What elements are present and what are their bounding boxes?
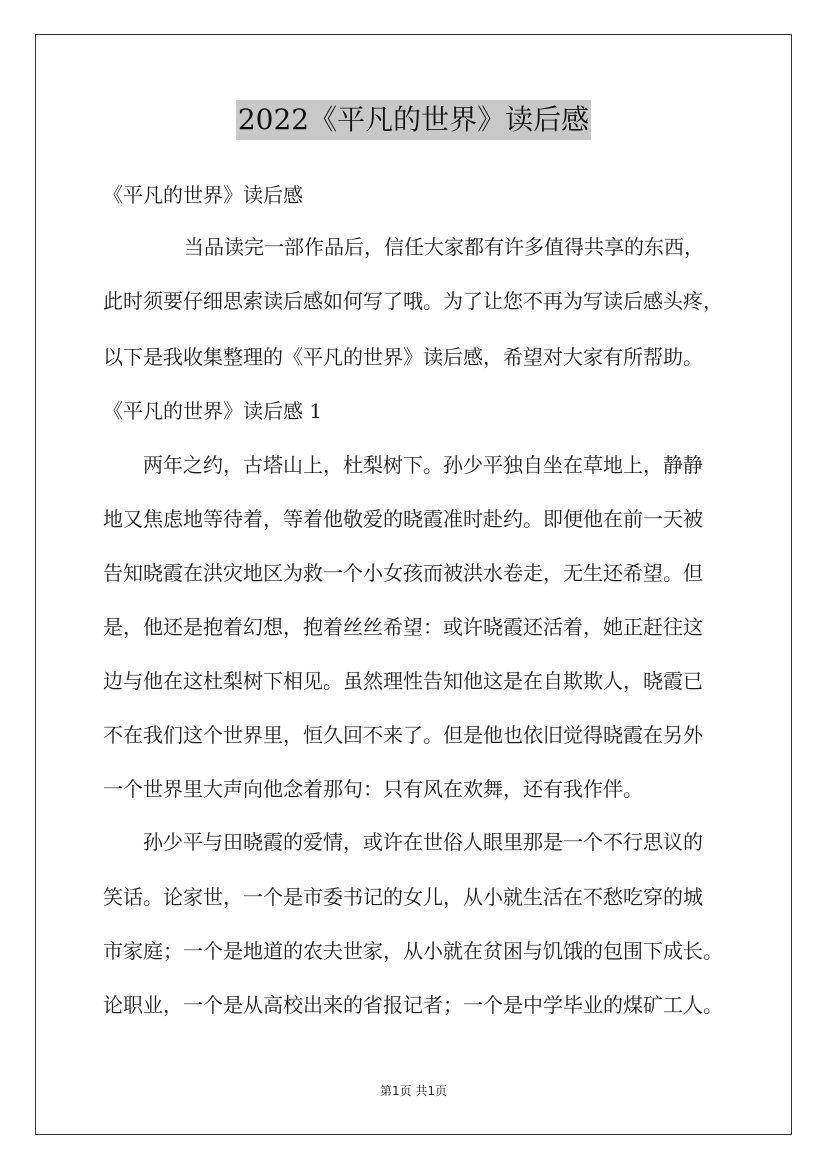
- paragraph-line: 地又焦虑地等待着，等着他敬爱的晓霞准时赴约。即便他在前一天被: [103, 507, 703, 531]
- page-number: 第1页 共1页: [379, 1084, 448, 1098]
- intro-line: 此时须要仔细思索读后感如何写了哦。为了让您不再为写读后感头疼，: [103, 289, 723, 313]
- paragraph-line: 市家庭；一个是地道的农夫世家，从小就在贫困与饥饿的包围下成长。: [103, 939, 723, 963]
- paragraph-line: 论职业，一个是从高校出来的省报记者；一个是中学毕业的煤矿工人。: [103, 993, 723, 1017]
- paragraph-line: 不在我们这个世界里，恒久回不来了。但是他也依旧觉得晓霞在另外: [103, 723, 703, 747]
- paragraph-line: 是，他还是抱着幻想，抱着丝丝希望：或许晓霞还活着，她正赶往这: [103, 615, 703, 639]
- paragraph-line: 两年之约，古塔山上，杜梨树下。孙少平独自坐在草地上，静静: [143, 453, 703, 477]
- document-title: 2022《平凡的世界》读后感: [236, 100, 591, 140]
- paragraph-line: 边与他在这杜梨树下相见。虽然理性告知他这是在自欺欺人，晓霞已: [103, 669, 703, 693]
- paragraph-line: 孙少平与田晓霞的爱情，或许在世俗人眼里那是一个不行思议的: [143, 830, 703, 854]
- title-container: [0, 100, 827, 140]
- document-subtitle: 《平凡的世界》读后感: [103, 183, 303, 207]
- intro-line: 当品读完一部作品后，信任大家都有许多值得共享的东西，: [184, 235, 704, 259]
- intro-line: 以下是我收集整理的《平凡的世界》读后感，希望对大家有所帮助。: [103, 345, 703, 369]
- paragraph-line: 笑话。论家世，一个是市委书记的女儿，从小就生活在不愁吃穿的城: [103, 885, 703, 909]
- paragraph-line: 一个世界里大声向他念着那句：只有风在欢舞，还有我作伴。: [103, 777, 643, 801]
- section-heading: 《平凡的世界》读后感 1: [103, 399, 323, 423]
- paragraph-line: 告知晓霞在洪灾地区为救一个小女孩而被洪水卷走，无生还希望。但: [103, 561, 703, 585]
